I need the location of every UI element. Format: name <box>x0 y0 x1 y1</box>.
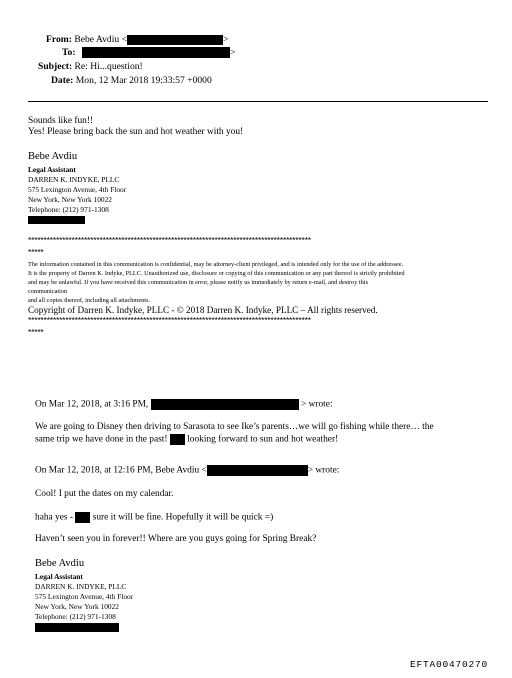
disclaimer-line-5: and all copies thereof, including all attachments. <box>28 297 151 304</box>
message-line-1: Sounds like fun!! <box>28 116 94 126</box>
redaction-block <box>207 465 308 476</box>
subject-label: Subject: <box>38 61 73 72</box>
quote2-line-1: Cool! I put the dates on my calendar. <box>35 489 174 499</box>
signature-address-2: New York, New York 10022 <box>28 195 112 204</box>
message-line-2: Yes! Please bring back the sun and hot weather with you! <box>28 127 244 137</box>
signature2-phone: Telephone: (212) 971-1308 <box>35 612 116 621</box>
quote2-line-3: Haven’t seen you in forever!! Where are you guys going for Spring Break? <box>35 534 317 544</box>
signature2-address-2: New York, New York 10022 <box>35 602 119 611</box>
redaction-block <box>170 434 185 445</box>
stars-line-1: ******************************************************************************************* <box>28 235 311 245</box>
disclaimer-line-4: communication <box>28 288 68 295</box>
subject-value: Re: Hi...question! <box>74 61 143 72</box>
from-label: From: <box>46 34 72 45</box>
quote1-body-1: We are going to Disney then driving to Sarasota to see Ike’s parents…we will go fishing while there… the <box>35 422 434 432</box>
quote1-intro <box>35 399 333 410</box>
quote2-line-2-start: haha yes - <box>35 512 74 523</box>
signature2-title: Legal Assistant <box>35 572 83 581</box>
to-label: To: <box>62 47 76 58</box>
signature-phone: Telephone: (212) 971-1308 <box>28 205 109 214</box>
redaction-block <box>151 399 299 410</box>
quote1-intro-start: On Mar 12, 2018, at 3:16 PM, <box>35 399 149 410</box>
redaction-block <box>35 623 119 632</box>
redaction-block <box>127 35 223 45</box>
quote2-intro <box>35 465 339 476</box>
date-label: Date: <box>51 75 74 86</box>
from-end: > <box>223 34 229 45</box>
subject-row <box>38 61 143 72</box>
quote2-line-2 <box>35 512 273 523</box>
redaction-block <box>28 216 85 224</box>
quote2-line-2-end: sure it will be fine. Hopefully it will be quick =) <box>92 512 274 523</box>
from-value: Bebe Avdiu < <box>74 34 128 45</box>
disclaimer-line-2: It is the property of Darren K. Indyke, PLLC. Unauthorized use, disclosure or copying of this communication or any part thereof is strictly prohibited <box>28 270 405 277</box>
to-end: > <box>229 47 236 58</box>
signature2-firm: DARREN K. INDYKE, PLLC <box>35 582 127 591</box>
quote1-body-2 <box>35 434 338 445</box>
header-divider <box>28 101 488 102</box>
document-id: EFTA00470270 <box>410 659 489 670</box>
signature2-name: Bebe Avdiu <box>35 558 85 569</box>
signature-title: Legal Assistant <box>28 165 76 174</box>
signature2-address-1: 575 Lexington Avenue, 4th Floor <box>35 592 134 601</box>
stars-line-4: ***** <box>28 327 44 337</box>
redaction-block <box>75 512 90 523</box>
disclaimer-line-3: and may be unlawful. If you have received this communication in error, please notify us immediately by return e-mail, and destroy this <box>28 279 369 286</box>
redaction-block <box>82 47 230 58</box>
quote1-body-2-start: same trip we have done in the past! <box>35 434 168 445</box>
quote1-body-2-end: looking forward to sun and hot weather! <box>187 434 339 445</box>
quote2-intro-start: On Mar 12, 2018, at 12:16 PM, Bebe Avdiu < <box>35 465 207 476</box>
quote1-intro-end: > wrote: <box>300 399 333 410</box>
signature-address-1: 575 Lexington Avenue, 4th Floor <box>28 185 127 194</box>
from-row <box>46 34 228 45</box>
date-row <box>51 75 212 86</box>
date-value: Mon, 12 Mar 2018 19:33:57 +0000 <box>75 75 212 86</box>
to-row <box>62 47 235 58</box>
quote2-intro-end: > wrote: <box>307 465 340 476</box>
disclaimer-line-1: The information contained in this communication is confidential, may be attorney-client privileged, and is intended only for the use of the addressee. <box>28 261 404 268</box>
signature-name: Bebe Avdiu <box>28 151 78 162</box>
stars-line-3: ******************************************************************************************* <box>28 315 311 325</box>
copyright-line: Copyright of Darren K. Indyke, PLLC - © 2018 Darren K. Indyke, PLLC – All rights reserved. <box>28 305 378 315</box>
stars-line-2: ***** <box>28 247 44 257</box>
signature-firm: DARREN K. INDYKE, PLLC <box>28 175 120 184</box>
